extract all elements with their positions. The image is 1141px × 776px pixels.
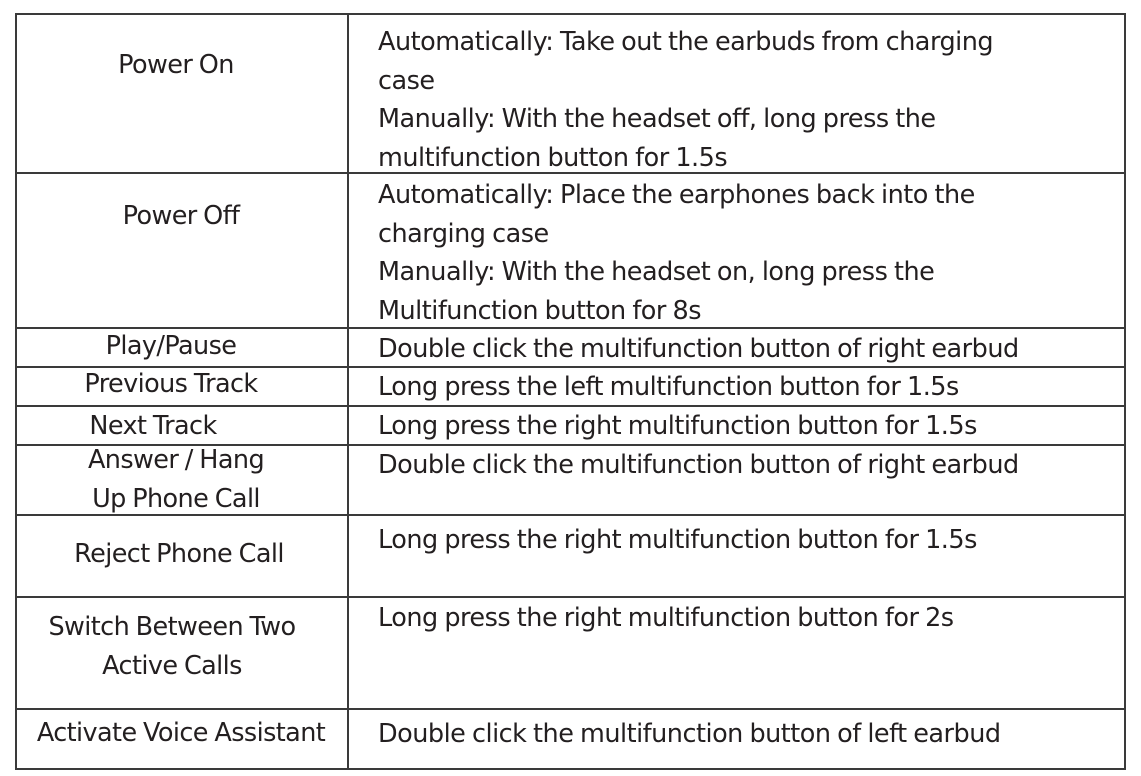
function-label-line: Up Phone Call: [92, 483, 260, 514]
function-label-line: Active Calls: [102, 650, 242, 681]
description-line: Manually: With the headset off, long press the: [378, 104, 936, 134]
description-cell: [378, 407, 1123, 446]
function-label-line: Answer / Hang: [87, 445, 265, 475]
row-separator: [15, 708, 1126, 710]
function-label: Previous Track: [84, 369, 258, 399]
description-cell: [378, 330, 1123, 369]
description-line: multifunction button for 1.5s: [378, 142, 728, 173]
description-cell: [378, 23, 1123, 177]
description-line: charging case: [378, 218, 549, 249]
function-label: Power On: [118, 50, 234, 80]
description-line: Double click the multifunction button of right earbud: [378, 450, 1019, 480]
function-label: Activate Voice Assistant: [36, 718, 326, 748]
function-label: Next Track: [89, 411, 217, 441]
description-line: Long press the right multifunction button for 1.5s: [378, 525, 977, 555]
description-line: Long press the right multifunction button for 1.5s: [378, 411, 977, 441]
description-line: Long press the left multifunction button for 1.5s: [378, 372, 959, 402]
description-cell: [378, 715, 1123, 754]
function-label: Play/Pause: [105, 331, 237, 361]
description-cell: [378, 176, 1123, 330]
description-line: case: [378, 65, 435, 96]
description-line: Multifunction button for 8s: [378, 295, 701, 326]
description-cell: [378, 599, 1123, 638]
function-label-line: Switch Between Two: [48, 612, 296, 642]
column-divider: [347, 13, 349, 770]
row-separator: [15, 596, 1126, 598]
description-cell: [378, 521, 1123, 560]
description-line: Double click the multifunction button of right earbud: [378, 334, 1019, 364]
description-line: Automatically: Take out the earbuds from charging: [378, 27, 994, 57]
function-label: Reject Phone Call: [74, 539, 284, 569]
description-line: Manually: With the headset on, long press the: [378, 257, 935, 287]
description-line: Automatically: Place the earphones back into the: [378, 180, 975, 210]
function-label: Power Off: [122, 201, 240, 231]
description-line: Double click the multifunction button of left earbud: [378, 719, 1001, 749]
description-cell: [378, 446, 1123, 485]
function-label: [10, 441, 342, 518]
function-label: [6, 608, 338, 685]
description-cell: [378, 368, 1123, 407]
description-line: Long press the right multifunction button for 2s: [378, 603, 954, 633]
